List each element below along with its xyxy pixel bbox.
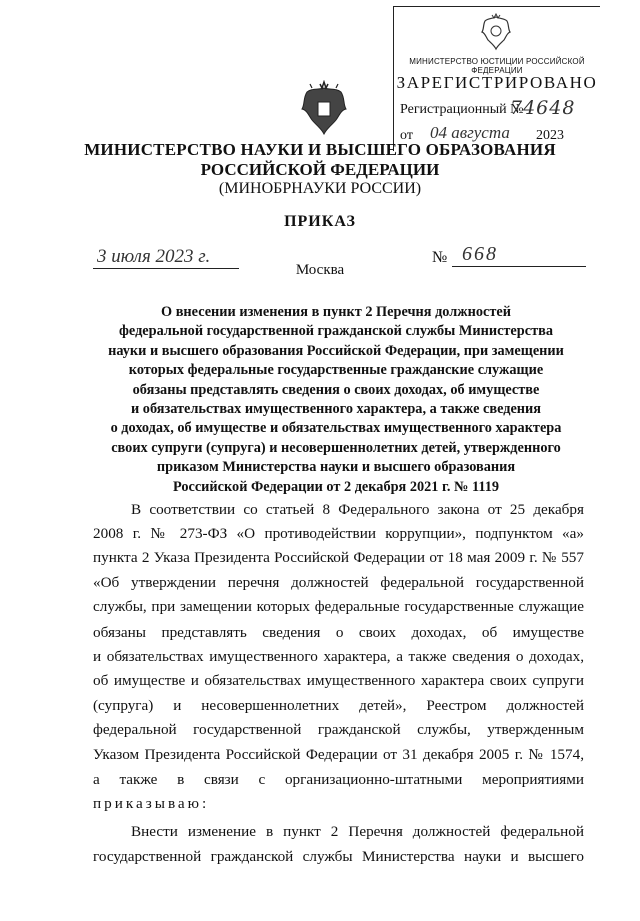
body-line: Внести изменение в пункт 2 Перечня должностей федеральной	[131, 823, 584, 840]
title-line: приказом Министерства науки и высшего образования	[156, 459, 516, 476]
order-title	[88, 303, 584, 497]
order-word: приказываю:	[93, 795, 210, 812]
ministry-short-name: (МИНОБРНАУКИ РОССИИ)	[218, 180, 422, 197]
title-line: Российской Федерации от 2 декабря 2021 г. № 1119	[172, 478, 500, 495]
body-line: об имуществе и обязательствах имущественного характера своих супруги	[93, 672, 584, 689]
body-line: и обязательствах имущественного характера, а также сведения о доходах,	[93, 648, 584, 665]
ministry-name: МИНИСТЕРСТВО НАУКИ И ВЫСШЕГО ОБРАЗОВАНИЯ	[84, 140, 556, 159]
body-line: В соответствии со статьей 8 Федерального закона от 25 декабря	[131, 501, 584, 518]
body-line: службы, при замещении которых федеральные государственные служащие	[93, 598, 584, 615]
ministry-country: РОССИЙСКОЙ ФЕДЕРАЦИИ	[200, 160, 440, 179]
title-line: которых федеральные государственные гражданские служащие	[128, 362, 544, 379]
order-number: 668	[452, 243, 586, 267]
stamp-registered: ЗАРЕГИСТРИРОВАНО	[396, 73, 598, 92]
registration-stamp	[393, 6, 600, 151]
stamp-ministry: МИНИСТЕРСТВО ЮСТИЦИИ РОССИЙСКОЙ ФЕДЕРАЦИИ	[409, 57, 585, 75]
body-line: федеральной государственной гражданской службы, утвержденным	[93, 721, 584, 738]
coat-of-arms-icon	[478, 13, 514, 53]
order-number-label: №	[432, 249, 448, 266]
title-line: о доходах, об имуществе и обязательствах имущественного характера	[110, 420, 562, 437]
title-line: обязаны представлять сведения о своих доходах, об имуществе	[132, 381, 540, 398]
body-line: Указом Президента Российской Федерации от 31 декабря 2005 г. № 1574,	[93, 746, 584, 763]
body-line: «Об утверждении перечня должностей федеральной государственной	[93, 574, 584, 591]
title-line: науки и высшего образования Российской Федерации, при замещении	[108, 342, 564, 359]
stamp-from-label: от	[400, 128, 413, 143]
body-line: государственной гражданской службы Министерства науки и высшего	[93, 848, 584, 865]
stamp-date: 04 августа	[430, 123, 510, 142]
title-line: и обязательствах имущественного характера, а также сведения	[130, 401, 542, 418]
body-line: а также в связи с организационно-штатными мероприятиями	[93, 771, 584, 788]
order-city: Москва	[295, 262, 345, 278]
order-date: 3 июля 2023 г.	[93, 246, 239, 269]
stamp-reg-number: 74648	[510, 97, 576, 119]
body-line: (супруга) и несовершеннолетних детей», Реестром должностей	[93, 697, 584, 714]
title-line: федеральной государственной гражданской службы Министерства	[119, 323, 553, 340]
body-line: обязаны представлять сведения о своих доходах, об имуществе	[93, 624, 584, 641]
body-line: пункта 2 Указа Президента Российской Федерации от 18 мая 2009 г. № 557	[93, 549, 584, 566]
title-line: О внесении изменения в пункт 2 Перечня должностей	[161, 304, 511, 320]
stamp-year: 2023	[536, 128, 564, 143]
state-emblem-icon	[300, 80, 348, 136]
body-line: 2008 г. № 273-ФЗ «О противодействии коррупции», подпунктом «а»	[93, 525, 584, 542]
title-line: своих супруги (супруга) и несовершеннолетних детей, утвержденного	[111, 439, 561, 456]
stamp-reg-label: Регистрационный №	[400, 102, 524, 117]
document-type: ПРИКАЗ	[284, 213, 356, 230]
